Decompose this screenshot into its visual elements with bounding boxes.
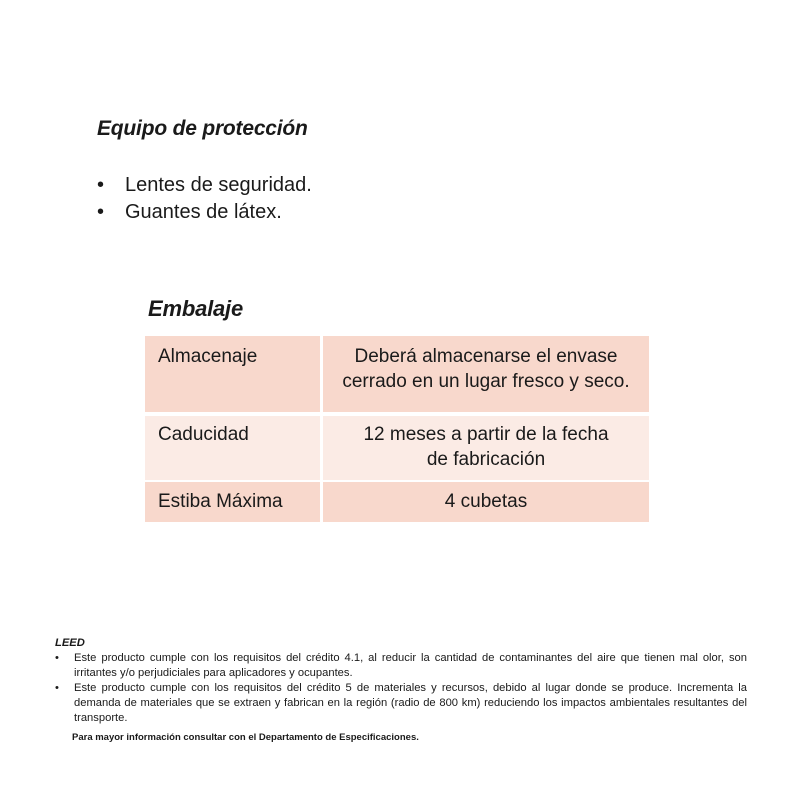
leed-list	[55, 651, 747, 726]
row-value-line: de fabricación	[426, 449, 546, 470]
list-item-text: Este producto cumple con los requisitos del crédito 4.1, al reducir la cantidad de contaminantes del aire que tienen mal olor, son irritantes y/o perjudiciales para aplicadores y ocupantes.	[74, 652, 747, 679]
row-value	[323, 336, 649, 412]
row-value	[323, 482, 649, 522]
list-item	[55, 681, 747, 726]
list-item	[97, 172, 312, 199]
list-item	[97, 199, 312, 226]
row-value	[323, 416, 649, 480]
list-item-text: Guantes de látex.	[125, 201, 282, 223]
list-item-text: Este producto cumple con los requisitos del crédito 5 de materiales y recursos, debido al lugar donde se produce. Incrementa la demanda de materiales que se extraen y fabrican en la región (radio de 800 km) reduciendo los impactos ambientales resultantes del transporte.	[74, 682, 747, 724]
row-value-line: 4 cubetas	[444, 491, 528, 512]
bullet-icon: •	[97, 174, 105, 196]
row-value-line: Deberá almacenarse el envase	[354, 346, 618, 367]
leed-section	[55, 636, 747, 726]
row-value-line: 12 meses a partir de la fecha	[363, 424, 609, 445]
packaging-title: Embalaje	[148, 296, 244, 321]
protection-list	[97, 172, 312, 226]
row-value-line: cerrado en un lugar fresco y seco.	[342, 371, 630, 392]
table-row	[145, 336, 649, 412]
table-row	[145, 416, 649, 480]
packaging-table	[142, 336, 652, 522]
bullet-icon: •	[55, 652, 59, 664]
bullet-icon: •	[55, 682, 59, 694]
bullet-icon: •	[97, 201, 105, 223]
footnote: Para mayor información consultar con el Departamento de Especificaciones.	[72, 732, 419, 743]
leed-title: LEED	[55, 637, 85, 649]
protection-title: Equipo de protección	[97, 117, 308, 140]
list-item	[55, 651, 747, 681]
table-row	[145, 482, 649, 522]
list-item-text: Lentes de seguridad.	[125, 174, 312, 196]
row-label: Estiba Máxima	[145, 482, 320, 522]
row-label: Almacenaje	[145, 336, 320, 412]
row-label: Caducidad	[145, 416, 320, 480]
